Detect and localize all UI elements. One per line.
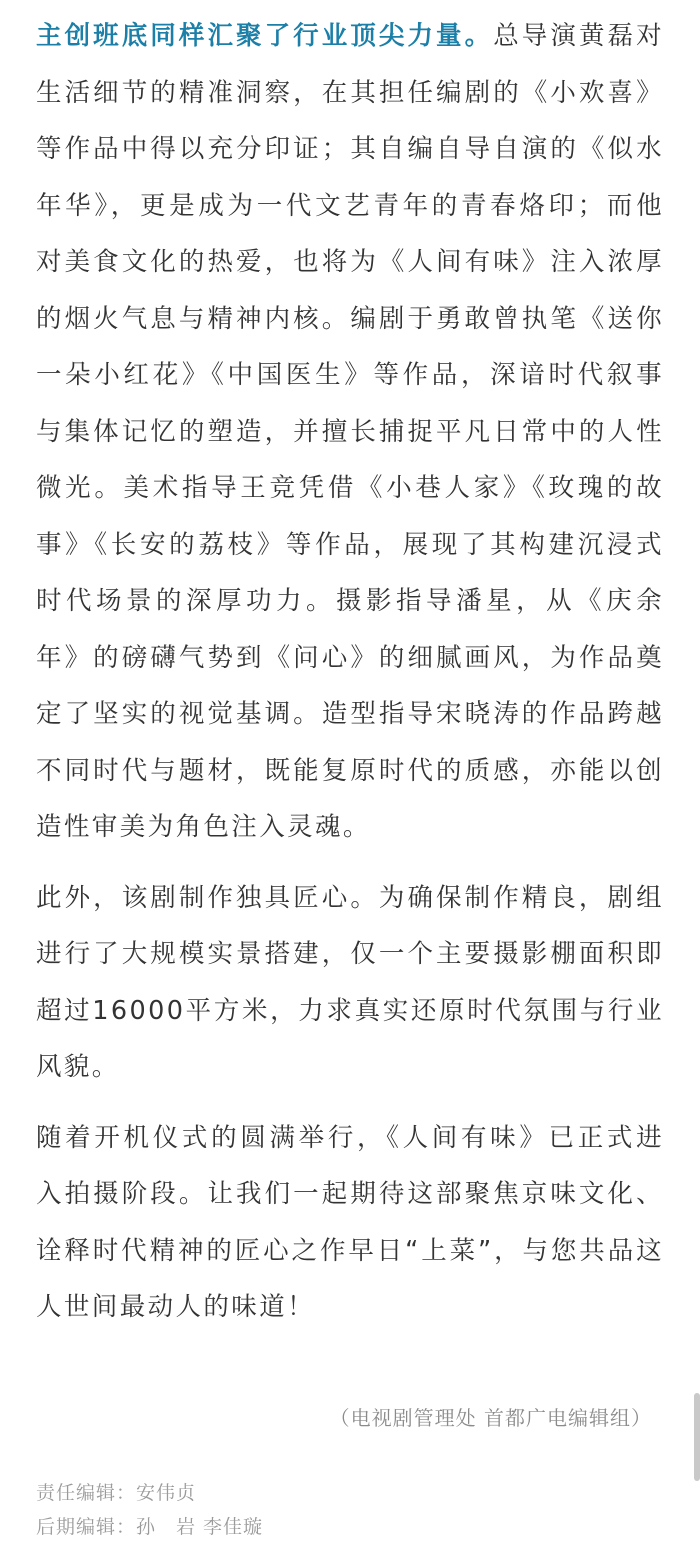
scrollbar-thumb[interactable] [694,1393,700,1481]
editor-info [36,1476,263,1544]
paragraph-1-text: 总导演黄磊对生活细节的精准洞察，在其担任编剧的《小欢喜》等作品中得以充分印证；其自编自导自演的《似水年华》，更是成为一代文艺青年的青春烙印；而他对美食文化的热爱，也将为《人间有味》注入浓厚的烟火气息与精神内核。编剧于勇敢曾执笔《送你一朵小红花》《中国医生》等作品，深谙时代叙事与集体记忆的塑造，并擅长捕捉平凡日常中的人性微光。美术指导王竞凭借《小巷人家》《玫瑰的故事》《长安的荔枝》等作品，展现了其构建沉浸式时代场景的深厚功力。摄影指导潘星，从《庆余年》的磅礴气势到《问心》的细腻画风，为作品奠定了坚实的视觉基调。造型指导宋晓涛的作品跨越不同时代与题材，既能复原时代的质感，亦能以创造性审美为角色注入灵魂。 [36,21,664,842]
article-paragraph-2: 此外，该剧制作独具匠心。为确保制作精良，剧组进行了大规模实景搭建，仅一个主要摄影棚面积即超过16000平方米，力求真实还原时代氛围与行业风貌。 [36,882,664,1082]
source-credit: （电视剧管理处 首都广电编辑组） [329,1406,652,1430]
responsible-editor: 责任编辑：安伟贞 [36,1482,197,1504]
highlighted-lead-sentence: 主创班底同样汇聚了行业顶尖力量。 [36,21,494,51]
article-paragraph-3: 随着开机仪式的圆满举行，《人间有味》已正式进入拍摄阶段。让我们一起期待这部聚焦京味文化、诠释时代精神的匠心之作早日“上菜”，与您共品这人世间最动人的味道！ [36,1122,664,1322]
article-body [36,8,664,1336]
post-editor: 后期编辑：孙 岩 李佳璇 [36,1516,264,1538]
article-paragraph-1 [36,8,664,856]
